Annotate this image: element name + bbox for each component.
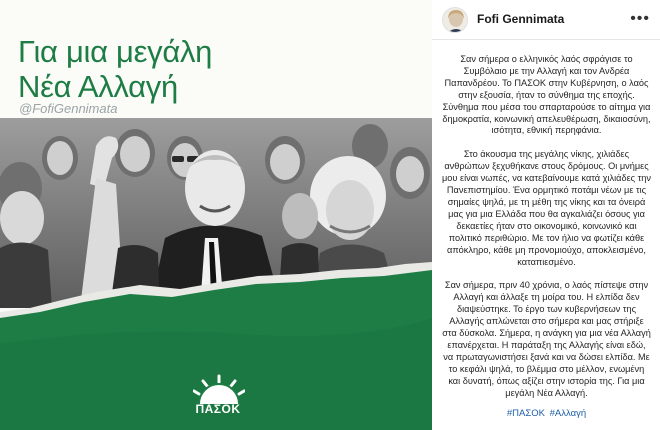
graphic-handle: @FofiGennimata bbox=[19, 101, 118, 116]
party-logo-text: ΠΑΣΟΚ bbox=[195, 402, 241, 416]
post-header bbox=[432, 0, 660, 40]
post-caption bbox=[442, 54, 651, 411]
author-avatar[interactable] bbox=[442, 7, 468, 33]
headline-line-2: Νέα Αλλαγή bbox=[18, 69, 178, 104]
more-options-icon[interactable]: ••• bbox=[630, 10, 650, 27]
author-name[interactable]: Fofi Gennimata bbox=[477, 12, 565, 26]
hashtag-list bbox=[442, 408, 651, 419]
avatar-photo bbox=[443, 8, 468, 33]
hashtag-link[interactable]: #Αλλαγή bbox=[549, 408, 587, 419]
caption-paragraph: Σαν σήμερα ο ελληνικός λαός σφράγισε το Συμβόλαιο με την Αλλαγή και τον Ανδρέα Παπανδρέου. Το ΠΑΣΟΚ στην Κυβέρνηση, ο λαός στην εξουσία, ήταν το σύνθημα της εποχής. Σύνθημα που μέσα του σπαρταρούσε το αίτημα για δημοκρατία, κοινωνική απελευθέρωση, δικαιοσύνη, ισότητα, εθνική περηφάνια. bbox=[442, 54, 651, 136]
headline-line-1: Για μια μεγάλη bbox=[18, 34, 213, 69]
caption-paragraph: Σαν σήμερα, πριν 40 χρόνια, ο λαός πίστεψε στην Αλλαγή και άλλαξε τη μοίρα του. Η ελπίδα δεν διαψεύστηκε. Το έργο των κυβερνήσεων της Αλλαγής απλώνεται στο σήμερα και μας στήριξε στα δύσκολα. Σήμερα, η ανάγκη για μια νέα Αλλαγή επανέρχεται. Η παράταξη της Αλλαγής είναι εδώ, να πρωταγωνιστήσει ξανά και να δώσει ελπίδα. Με το κεφάλι ψηλά, το βλέμμα στο μέλλον, ενωμένη και δυνατή, όπως αξίζει στην ιστορία της. Για μια μεγάλη Νέα Αλλαγή. bbox=[442, 280, 651, 398]
caption-paragraph: Στο άκουσμα της μεγάλης νίκης, χιλιάδες ανθρώπων ξεχυθήκανε στους δρόμους. Οι μνήμες μου είναι νωπές, να κατεβαίνουμε κατά χιλιάδες την Πανεπιστημίου. Ένα ορμητικό ποτάμι νέων με τις σημαίες ψηλά, με τη μέθη της νίκης και τα όνειρά μας για μια Ελλάδα που θα αγκαλιάζει όσους για δεκαετίες ήταν στο οικονομικό, κοινωνικό και πολιτικό περιθώριο. Με τον ήλιο να φωτίζει κάθε απόκληρο, κάθε μη προνομιούχο, αποκλεισμένο, καταπιεσμένο. bbox=[442, 149, 651, 267]
hashtag-link[interactable]: #ΠΑΣΟΚ bbox=[506, 408, 545, 419]
post-sidebar bbox=[432, 0, 660, 430]
